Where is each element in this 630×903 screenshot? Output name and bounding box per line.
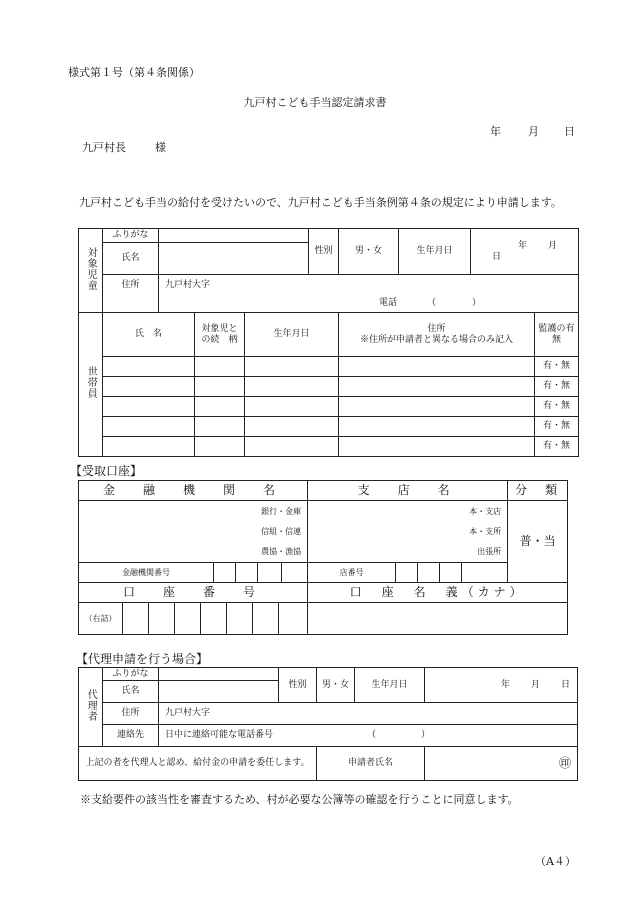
child-section-label: 対象児童: [85, 246, 97, 291]
consent-note: ※支給要件の該当性を審査するため、村が必要な公簿等の確認を行うことに同意します。: [80, 793, 519, 806]
child-name-label: 氏名: [103, 243, 159, 275]
account-digit[interactable]: [149, 603, 175, 635]
bank-section-title: 【受取口座】: [70, 464, 143, 478]
household-col-address: 住所 ※住所が申請者と異なる場合のみ記入: [339, 313, 535, 357]
child-address-label: 住所: [103, 275, 159, 295]
account-number-header: 口 座 番 号: [79, 583, 308, 603]
right-align-note: （右詰）: [79, 603, 123, 635]
child-birth-label: 生年月日: [399, 229, 471, 275]
applicant-name-label: 申請者氏名: [317, 747, 425, 781]
branch-field[interactable]: 本・支店 本・支所 出張所: [308, 501, 508, 563]
agent-birth-label: 生年月日: [355, 668, 425, 703]
agent-table: [78, 667, 578, 781]
child-gender-label: 性別: [309, 229, 339, 275]
child-phone-field[interactable]: 電話 （ ）: [159, 295, 579, 313]
agent-name-label: 氏名: [103, 681, 159, 703]
household-section-label: 世帯員: [85, 366, 97, 400]
document-title: 九戸村こども手当認定請求書: [243, 96, 387, 109]
account-number-table: [78, 602, 568, 635]
care-options[interactable]: 有・無: [535, 437, 579, 457]
agent-section-label: 代理者: [85, 688, 97, 722]
child-furigana-field[interactable]: [159, 229, 309, 243]
agent-furigana-label: ふりがな: [103, 668, 159, 681]
table-row: [79, 417, 579, 437]
table-row: [79, 377, 579, 397]
date-month-label: 月: [528, 125, 539, 138]
agent-furigana-field[interactable]: [159, 668, 279, 681]
child-address-field[interactable]: 九戸村大字: [159, 275, 579, 295]
bank-table: [78, 480, 568, 603]
paper-size: （A４）: [535, 855, 576, 868]
fin-code-digit[interactable]: [214, 563, 236, 583]
fin-code-digit[interactable]: [236, 563, 258, 583]
account-digit[interactable]: [227, 603, 253, 635]
household-col-birth: 生年月日: [245, 313, 339, 357]
account-name-header: 口 座 名 義（カナ）: [308, 583, 568, 603]
addressee: 九戸村長: [82, 141, 126, 154]
branch-code-digit[interactable]: [396, 563, 418, 583]
account-digit[interactable]: [279, 603, 308, 635]
fin-code-digit[interactable]: [282, 563, 308, 583]
child-gender-options[interactable]: 男・女: [339, 229, 399, 275]
account-digit[interactable]: [175, 603, 201, 635]
agent-contact-label: 連絡先: [103, 725, 159, 747]
agent-contact-field[interactable]: 日中に連絡可能な電話番号 （ ）: [159, 725, 578, 747]
account-digit[interactable]: [253, 603, 279, 635]
agent-address-field[interactable]: 九戸村大字: [159, 703, 578, 725]
fin-inst-field[interactable]: 銀行・金庫 信組・信連 農協・漁協: [79, 501, 308, 563]
care-options[interactable]: 有・無: [535, 397, 579, 417]
agent-section-title: 【代理申請を行う場合】: [76, 652, 209, 666]
child-furigana-label: ふりがな: [103, 229, 159, 243]
intro-text: 九戸村こども手当の給付を受けたいので、九戸村こども手当条例第４条の規定により申請します。: [79, 196, 562, 209]
agent-name-field[interactable]: [159, 681, 279, 703]
household-col-name: 氏 名: [103, 313, 195, 357]
branch-header: 支 店 名: [308, 481, 508, 501]
household-col-care: 監護の有無: [535, 313, 579, 357]
child-phone-label: 電話: [379, 298, 398, 309]
account-name-field[interactable]: [308, 603, 568, 635]
agent-birth-field[interactable]: 年 月 日: [425, 668, 578, 703]
branch-code-digit[interactable]: [418, 563, 440, 583]
honorific: 様: [155, 141, 166, 154]
agent-address-label: 住所: [103, 703, 159, 725]
category-header: 分 類: [508, 481, 568, 501]
account-type-options[interactable]: 普・当: [508, 501, 568, 583]
table-row: [79, 397, 579, 417]
agent-gender-options[interactable]: 男・女: [317, 668, 355, 703]
child-name-field[interactable]: [159, 243, 309, 275]
care-options[interactable]: 有・無: [535, 377, 579, 397]
table-row: [79, 357, 579, 377]
delegation-statement: 上記の者を代理人と認め、給付金の申請を委任します。: [79, 747, 317, 781]
date-day-label: 日: [564, 125, 575, 138]
seal-mark: ㊞: [558, 755, 571, 770]
applicant-name-field[interactable]: [425, 747, 578, 781]
household-col-relation: 対象児との続 柄: [195, 313, 245, 357]
fin-inst-header: 金 融 機 関 名: [79, 481, 308, 501]
date-year-label: 年: [490, 125, 501, 138]
fin-code-digit[interactable]: [258, 563, 282, 583]
branch-code-digit[interactable]: [440, 563, 462, 583]
fin-code-label: 金融機関番号: [79, 563, 214, 583]
branch-code-label: 店番号: [308, 563, 396, 583]
account-digit[interactable]: [123, 603, 149, 635]
child-birth-field[interactable]: 年 月日: [471, 229, 579, 275]
care-options[interactable]: 有・無: [535, 417, 579, 437]
table-row: [79, 437, 579, 457]
care-options[interactable]: 有・無: [535, 357, 579, 377]
form-number: 様式第１号（第４条関係）: [68, 66, 200, 79]
agent-gender-label: 性別: [279, 668, 317, 703]
account-digit[interactable]: [201, 603, 227, 635]
child-household-table: [78, 228, 579, 457]
